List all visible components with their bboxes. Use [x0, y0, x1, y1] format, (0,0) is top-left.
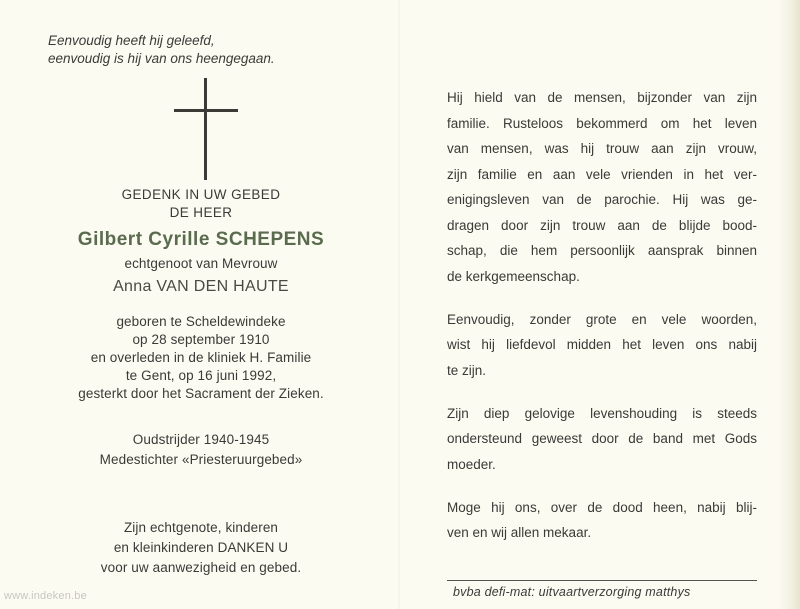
spouse-prefix: echtgenoot van Mevrouw [124, 256, 278, 271]
text-line: te zijn. [447, 362, 487, 378]
tribute-text [447, 85, 757, 563]
motto-line-2: eenvoudig is hij van ons heengegaan. [48, 50, 275, 66]
intro-line-1: GEDENK IN UW GEBED [121, 187, 281, 202]
motto-line-1: Eenvoudig heeft hij geleefd, [48, 33, 215, 48]
text-line: Moge hij ons, over de dood heen, nabij blij- [447, 499, 757, 515]
thanks-line-1: Zijn echtgenote, kinderen [123, 520, 279, 535]
watermark: www.indeken.be [4, 590, 87, 602]
thanks [0, 518, 402, 578]
paragraph-2 [447, 307, 757, 384]
text-line: familie. Rusteloos bekommerd om het leven [447, 115, 757, 131]
born-date: op 28 september 1910 [132, 332, 270, 347]
text-line: Hij hield van de mensen, bijzonder van zijn [447, 90, 757, 105]
deceased-name-block [0, 228, 402, 252]
paragraph-3 [447, 401, 757, 478]
text-line: Zijn diep gelovige levenshouding is steeds [447, 405, 757, 421]
life-details [0, 313, 402, 403]
roles [0, 431, 402, 469]
text-line: ondersteund geweest door de band met Gods [447, 431, 757, 446]
cross-icon [174, 78, 238, 180]
deceased-name: Gilbert Cyrille SCHEPENS [77, 229, 325, 250]
thanks-line-2: en kleinkinderen DANKEN U [113, 540, 289, 555]
text-line: ven en wij allen mekaar. [447, 525, 592, 540]
text-line: moeder. [447, 456, 496, 472]
text-line: wist hij liefdevol midden het leven ons nabij [447, 337, 757, 352]
role-line-2: Medestichter «Priesteruurgebed» [99, 452, 303, 467]
born-place: geboren te Scheldewindeke [116, 314, 286, 329]
footer-divider [447, 580, 757, 581]
paragraph-4 [447, 495, 757, 546]
spouse-block [0, 255, 402, 296]
sacrament: gesterkt door het Sacrament der Zieken. [78, 386, 324, 401]
text-line: schap, die hem persoonlijk aansprak binnen [447, 243, 757, 258]
text-line: Eenvoudig, zonder grote en vele woorden, [447, 311, 757, 327]
text-line: enigingsleven van de parochie. Hij was ge- [447, 192, 757, 207]
text-line: de kerkgemeenschap. [447, 268, 580, 284]
funeral-home: bvba defi-mat: uitvaartverzorging matthys [453, 585, 691, 599]
intro-line-2: DE HEER [169, 205, 233, 220]
text-line: dragen door zijn trouw aan de blijde bood- [447, 217, 757, 233]
motto [48, 32, 368, 67]
card-edge [778, 0, 800, 609]
text-line: van mensen, was hij trouw aan zijn vrouw, [447, 141, 757, 156]
spouse-name: Anna VAN DEN HAUTE [113, 278, 289, 295]
died-date: te Gent, op 16 juni 1992, [125, 368, 277, 383]
text-line: zijn familie en aan vele vrienden in het ver- [447, 166, 757, 182]
thanks-line-3: voor uw aanwezigheid en gebed. [100, 560, 302, 575]
paragraph-1 [447, 85, 757, 289]
intro [0, 186, 402, 222]
died-place: en overleden in de kliniek H. Familie [90, 350, 312, 365]
role-line-1: Oudstrijder 1940-1945 [132, 432, 270, 447]
